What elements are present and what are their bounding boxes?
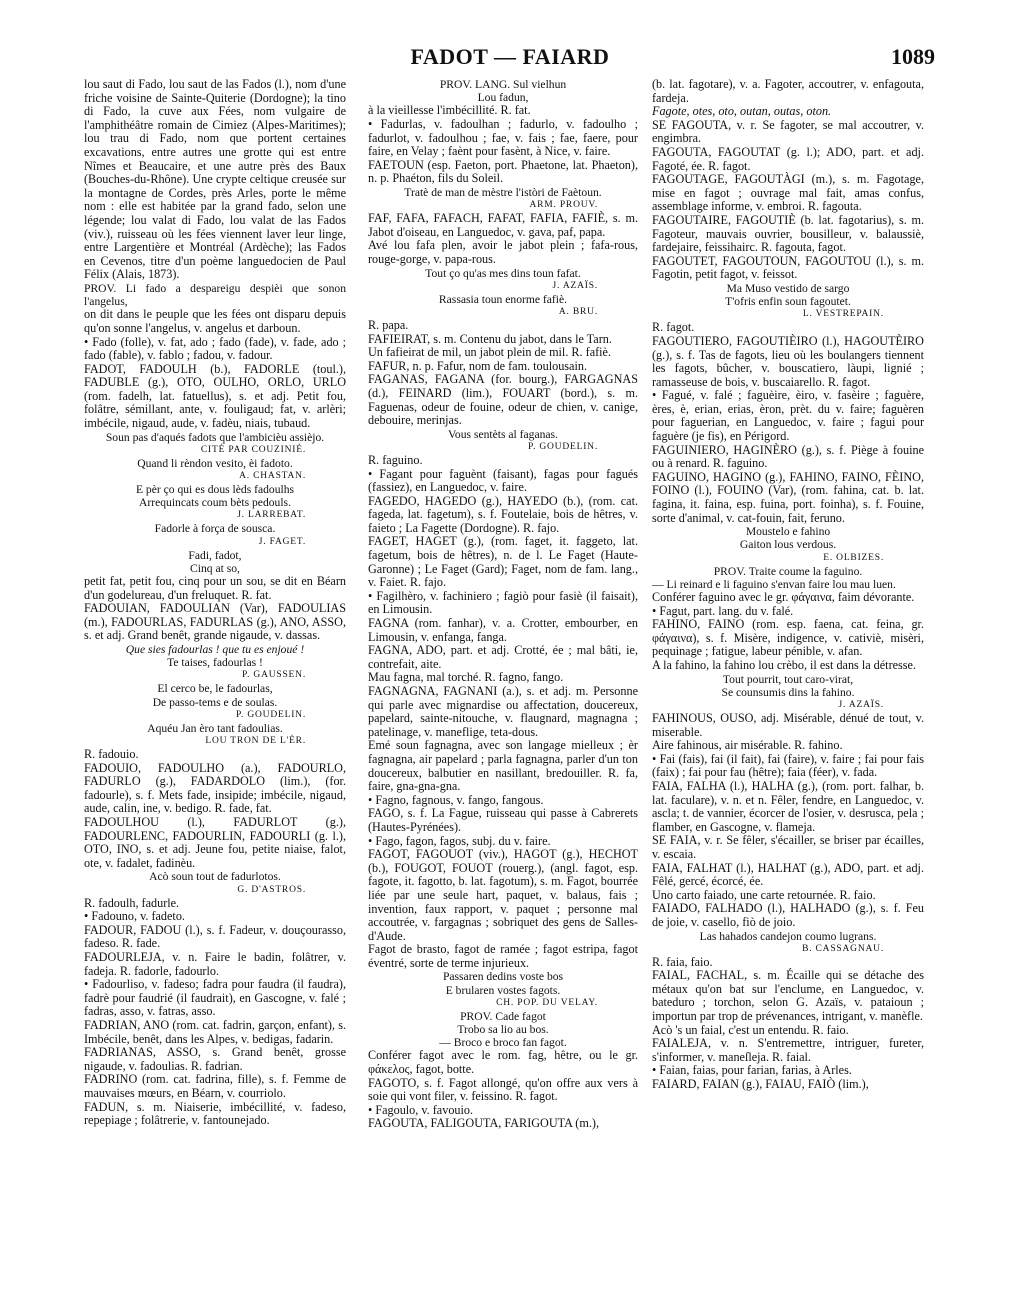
dictionary-entry: FAGOUTAGE, FAGOUTÀGI (m.), s. m. Fagotage, mise en fagot ; ouvrage mal fait, amas confus, assemblage informe, v. embroi. R. fagouta. [652,172,924,214]
paragraph: Conférer fagot avec le rom. fag, hêtre, ou le gr. φάκελος, fagot, botte. [368,1048,638,1077]
quotation: Tratè de man de mèstre l'istòri de Faètoun. [404,185,602,199]
proverb: — Li reinard e li faguino s'envan faire lou mau luen. [652,577,896,591]
quotation: Soun pas d'aqués fadots que l'ambicièu assièjo. [105,430,325,444]
quotation: Las hahados candejon coumo lugrans. [699,929,877,943]
paragraph: R. fadouio. [84,747,139,762]
quotation: Passaren dedins voste bos [442,970,564,984]
paragraph: Conférer faguino avec le gr. φάγαινα, faim dévorante. [652,590,915,605]
proverb: PROV. Cade fagot [460,1009,546,1023]
attribution: J. LARREBAT. [237,510,306,521]
column-middle [368,78,638,1131]
dictionary-entry: FAIA, FALHAT (l.), HALHAT (g.), ADO, part. et adj. Fêlé, gercé, écorcé, ée. [652,860,924,889]
quotation: Fadi, fadot, [188,548,242,562]
quotation: E pèr ço qui es dous lèds fadoulhs [135,483,295,497]
paragraph: Mau fagna, mal torché. R. fagno, fango. [368,670,564,685]
dictionary-entry: FADOT, FADOULH (b.), FADORLE (toul.), FADUBLE (g.), OTO, OULHO, ORLO, URLO (rom. fadelh, lat. fatuellus), s. et adj. Petit fou, folâtre, sémillant, ante, v. fouligaud; fat, v. arlèri; imbécile, nigaud, aude, v. fadèu, niais, tubaud. [84,361,346,431]
paragraph: • Fagut, part. lang. du v. falé. [652,603,794,618]
paragraph: petit fat, petit fou, cinq pour un sou, se dit en Béarn d'un godelureau, d'un freluquet. R. fat. [84,574,346,602]
paragraph: • Fagant pour faguènt (faisant), fagas pour fagués (fassiez), en Languedoc, v. faire. [368,466,638,495]
paragraph: R. faguino. [368,452,423,467]
paragraph: • Fagilhèro, v. fachiniero ; fagiò pour fasiè (il faisait), en Limousin. [368,588,638,617]
attribution: P. GOUDELIN. [527,441,598,452]
paragraph: (b. lat. fagotare), v. a. Fagoter, accoutrer, v. enfagouta, fardeja. [652,77,924,105]
dictionary-entry: FAFUR, n. p. Fafur, nom de fam. toulousain. [368,358,587,373]
proverb: PROV. Traite coume la faguino. [713,564,863,578]
dictionary-entry: FAIA, FALHA (l.), HALHA (g.), (rom. port. falhar, b. lat. faculare), v. n. et n. Fêler, fendre, en Languedoc, v. ascla; t. de vannier, écorcer de l'osier, v. desrusca, pela ; flamber, en Gascogne, v. flameja. [652,778,924,834]
attribution: ARM. PROUV. [529,200,598,211]
paragraph: • Fadurlas, v. fadoulhan ; fadurlo, v. fadoulho ; fadurlot, v. fadoulhou ; fae, v. fais ; fae, faere, pour faire, en Velay ; faènt pour fasènt, à Nice, v. faire. [368,117,638,159]
paragraph: R. fagot. [652,320,695,335]
quotation: Rassasia toun enorme fafiè. [438,292,568,306]
paragraph: A la fahino, la fahino lou crèbo, il est dans la détresse. [652,658,916,672]
attribution: CH. POP. DU VELAY. [496,997,598,1008]
paragraph: R. faia, faio. [652,954,713,969]
quotation: Se counsumis dins la fahino. [721,685,855,699]
dictionary-entry: FADRINO (rom. cat. fadrina, fille), s. f. Femme de mauvaises mœurs, en Béarn, v. courriolo. [84,1072,346,1100]
dictionary-entry: FADOURLEJA, v. n. Faire le badin, folâtrer, v. fadeja. R. fadorle, fadourlo. [84,949,346,978]
proverb: PROV. Li fado a despareigu despièi que sonon l'angelus, [84,281,346,309]
column-left [84,78,346,1128]
dictionary-entry: SE FAGOUTA, v. r. Se fagoter, se mal accoutrer, v. engimbra. [652,117,924,146]
dictionary-entry: FAHINO, FAINO (rom. esp. faena, cat. feina, gr. φάγαινα), s. f. Misère, indigence, v. cativiè, misèri, pequinage ; fatigue, labeur pénible, v. afan. [652,617,924,659]
paragraph: Fagot de brasto, fagot de ramée ; fagot estripa, fagot éventré, sorte de terme injurieux. [368,942,638,970]
dictionary-entry: FADOUR, FADOU (l.), s. f. Fadeur, v. douçourasso, fadeso. R. fade. [84,922,346,951]
quotation: Tout ço qu'as mes dins toun fafat. [425,266,581,280]
dictionary-entry: FADUN, s. m. Niaiserie, imbécillité, v. fadeso, repepiage ; folâtrerie, v. fantounejado. [84,1099,346,1128]
dictionary-entry: FAGO, s. f. La Fague, ruisseau qui passe à Cabrerets (Hautes-Pyrénées). [368,806,638,834]
attribution: L. VESTREPAIN. [802,309,884,320]
attribution: LOU TRON DE L'ÈR. [205,736,306,747]
column-right [652,78,924,1092]
quotation: Aquéu Jan èro tant fadoulias. [147,721,283,735]
paragraph: • Fadourliso, v. fadeso; fadra pour faudra (il faudra), fadrè pour faudrié (il faudrait), en Gascogne, v. falé ; fadras, asso, v. fatras, asso. [84,977,346,1019]
paragraph: lou saut di Fado, lou saut de las Fados (l.), nom d'une friche voisine de Sainte-Quiterie (Dordogne); la tino di Fado, la cuve aux Fées, nom vulgaire de l'amphithéâtre romain de Cimiez (Alpes-Maritimes); lou trau di Fado, nom que portent certaines excavations, entre autres une grotte qui est entre Nîmes et Beaucaire, et une autre près des Baux (Bouches-du-Rhône). Une crypte celtique creusée sur la montagne de Cordes, près Arles, porte le même nom : elle est habitée par la grand fado, selon une légende; lou valat di Fado, lou valat de las Fados (viv.), ruisseau où les fées viennent laver leur linge, entre Largentière et Montréal (Ardèche); las Fados en Cevenos, titre d'un poème languedocien de Paul Félix (Alais, 1873). [84,77,346,282]
proverb: Trobo sa lio au bos. [457,1023,549,1037]
quotation: Moustelo e fahino [745,525,831,539]
quotation: Quand li rèndon vesito, èi fadoto. [137,456,293,470]
proverb: PROV. LANG. Sul vielhun [439,78,567,91]
quotation: Te taises, fadourlas ! [167,656,263,670]
quotation: Ma Muso vestido de sargo [726,281,850,295]
dictionary-entry: FAETOUN (esp. Faeton, port. Phaetone, lat. Phaeton), n. p. Phaéton, fils du Soleil. [368,157,638,186]
paragraph: • Fadouno, v. fadeto. [84,909,185,924]
attribution: CITÉ PAR COUZINIÉ. [200,444,306,455]
dictionary-entry: FAGOT, FAGOUOT (viv.), HAGOT (g.), HECHOT (b.), FOUGOT, FOUOT (rouerg.), (angl. fagot, esp. fagote, it. fagotto, b. lat. fagotum), s. m. Fagot, bourrée liée par une seule hart, paquet, v. balaus, fais ; invention, faux rapport, v. paquet ; personne mal accoutrée, v. fargagnas ; sobriquet des gens de Salles-d'Aude. [368,847,638,943]
dictionary-entry: FAGEDO, HAGEDO (g.), HAYEDO (b.), (rom. cat. fageda, lat. fagetum), s. f. Foutelaie, bois de hêtres, v. faieto ; La Fagette (Dordogne). R. fajo. [368,493,638,535]
paragraph: • Fago, fagon, fagos, subj. du v. faire. [368,833,551,848]
quotation: Vous sentèts al faganas. [448,427,558,441]
dictionary-entry: FAHINOUS, OUSO, adj. Misérable, dénué de tout, v. miserable. [652,711,924,739]
dictionary-entry: FAGNA (rom. fanhar), v. a. Crotter, embourber, en Limousin, v. enfanga, fanga. [368,616,638,644]
dictionary-entry: FADRIANAS, ASSO, s. Grand benêt, grosse nigaude, v. fadoulias. R. fadrian. [84,1045,346,1073]
dictionary-entry: SE FAIA, v. r. Se fêler, s'écailler, se briser par écailles, v. escaia. [652,833,924,861]
dictionary-entry: FAGNA, ADO, part. et adj. Crotté, ée ; mal bâti, ie, contrefait, aite. [368,643,638,671]
dictionary-entry: FAGOUTA, FALIGOUTA, FARIGOUTA (m.), [368,1116,599,1131]
attribution: A. BRU. [558,306,598,317]
dictionary-entry: FAGOUTA, FAGOUTAT (g. l.); ADO, part. et adj. Fagoté, ée. R. fagot. [652,144,924,173]
paragraph: Avé lou fafa plen, avoir le jabot plein ; fafa-rous, rouge-gorge, v. papa-rous. [368,238,638,266]
paragraph: • Fai (fais), fai (il fait), fai (faire), v. faire ; fai pour fais (faix) ; fai pour fau (hêtre); faia (féer), v. fada. [652,751,924,780]
attribution: P. GOUDELIN. [235,709,306,720]
quotation: Fadorle à força de sousca. [154,522,276,536]
paragraph: Emé soun fagnagna, avec son langage mielleux ; èr fagnagna, air papelard ; parla fagnagna, parler d'un ton doucereux, balbutier en nasillant, bredouiller. R. fa, faire, gna-gna-gna. [368,738,638,794]
proverb: Lou fadun, [477,91,529,105]
dictionary-entry: FADOUIO, FADOULHO (a.), FADOURLO, FADURLO (g.), FADARDOLO (lim.), (for. fadourle), s. f. Mets fade, insipide; imbécile, nigaud, aude, calin, ine, v. bedigo. R. fade, fat. [84,760,346,816]
dictionary-entry: FADRIAN, ANO (rom. cat. fadrin, garçon, enfant), s. Imbécile, benêt, dans les Alpes, v. bedigas, fadarin. [84,1017,346,1046]
quotation: E brularen vostes fagots. [445,983,561,997]
dictionary-entry: FAIADO, FALHADO (l.), HALHADO (g.), s. f. Feu de joie, v. casello, fiò de joio. [652,901,924,929]
attribution: J. AZAÏS. [838,700,884,710]
quotation: De passo-tems e de soulas. [152,695,278,709]
paragraph: • Fagno, fagnous, v. fango, fangous. [368,792,544,807]
running-title: FADOT — FAIARD [410,44,610,69]
paragraph: on dit dans le peuple que les fées ont disparu depuis qu'on sonne l'angelus, v. angelus et darboun. [84,307,346,335]
paragraph: • Faian, faias, pour farian, farias, à Arles. [652,1063,852,1078]
dictionary-entry: FAGUINIERO, HAGINÈRO (g.), s. f. Piège à fouine ou à renard. R. faguino. [652,442,924,471]
dictionary-entry: FAFIEIRAT, s. m. Contenu du jabot, dans le Tarn. [368,331,612,346]
proverb: — Broco e broco fan fagot. [439,1036,567,1050]
paragraph: à la vieillesse l'imbécillité. R. fat. [368,103,531,118]
paragraph: • Fagoulo, v. favouio. [368,1102,474,1117]
paragraph: Un fafieirat de mil, un jabot plein de mil. R. fafiè. [368,345,612,360]
dictionary-entry: FAGNAGNA, FAGNANI (a.), s. et adj. m. Personne qui parle avec mignardise ou affectation, doucereux, papelard, sainte-nitouche, v. flaugnard, magnagna ; patelinage, v. maneflige, teta-dous. [368,684,638,739]
dictionary-entry: FAGOUTIERO, FAGOUTIÈIRO (l.), HAGOUTÈIRO (g.), s. f. Tas de fagots, lieu où les boulangers tiennent les fagots, bûcher, v. bouscatiero, làupi, lignié ; ramasseuse de bois, v. buscaiarello. R. fagot. [652,333,924,389]
attribution: G. D'ASTROS. [237,884,306,895]
attribution: J. AZAÏS. [552,280,598,291]
attribution: P. GAUSSEN. [242,670,306,681]
page-header [85,44,935,70]
dictionary-entry: FADOULHOU (l.), FADURLOT (g.), FADOURLENC, FADOURLIN, FADOURLI (g. l.), OTO, INO, s. et adj. Jeune fou, petite niaise, falot, ote, v. fadalet, fadinèu. [84,815,346,870]
attribution: B. CASSAGNAU. [802,943,884,954]
dictionary-entry: FAGANAS, FAGANA (for. bourg.), FARGAGNAS (d.), FEINARD (lim.), FOUART (bord.), s. m. Faguenas, odeur de fouine, odeur de chien, v. canige, debouire, merinjas. [368,372,638,428]
paragraph: R. papa. [368,317,409,332]
dictionary-entry: FADOUIAN, FADOULIAN (Var), FADOULIAS (m.), FADOURLAS, FADURLAS (g.), ANO, ASSO, s. et adj. Grand benêt, grande nigaude, v. dassas. [84,601,346,643]
dictionary-entry: FAIALEJA, v. n. S'entremettre, intriguer, fureter, s'informer, v. maneſleja. R. faial. [652,1036,924,1064]
quotation: T'ofris enfin soun fagoutet. [725,295,851,309]
dictionary-entry: FAGOTO, s. f. Fagot allongé, qu'on offre aux vers à soie qui vont filer, v. feissino. R. fagot. [368,1075,638,1104]
dictionary-entry: FAF, FAFA, FAFACH, FAFAT, FAFIA, FAFIÈ, s. m. Jabot d'oiseau, en Languedoc, v. gava, paf, papa. [368,211,638,239]
paragraph: R. fadoulh, fadurle. [84,895,180,910]
quotation: Cinq at so, [190,561,240,575]
dictionary-entry: FAGOUTAIRE, FAGOUTIÈ (b. lat. fagotarius), s. m. Fagoteur, mauvais ouvrier, bousilleur, v. balaussiè, fardejaire, feissihairc. R. fagouta, fagot. [652,212,924,255]
paragraph: Acò 's un faial, c'est un entendu. R. faio. [652,1022,849,1037]
dictionary-entry: FAIARD, FAIAN (g.), FAIAU, FAIÒ (lim.), [652,1077,869,1092]
attribution: J. FAGET. [258,536,306,547]
dictionary-entry: FAGOUTET, FAGOUTOUN, FAGOUTOU (l.), s. m. Fagotin, petit fagot, v. feissot. [652,253,924,282]
paragraph: Aire fahinous, air misérable. R. fahino. [652,738,843,753]
paragraph: • Fagué, v. falé ; faguèire, èiro, v. fasèire ; faguère, ères, è, erian, erias, èron, prèt. du v. faire; faguèren pour faguerian, en Languedoc, v. faire ; fagui pour faguère (je fis), en Périgord. [652,388,924,444]
quotation: Gaiton lous verdous. [739,538,837,552]
attribution: A. CHASTAN. [239,471,306,482]
quotation: Tout pourrit, tout caro-virat, [722,672,854,686]
page-number: 1089 [891,44,935,69]
paragraph: • Fado (folle), v. fat, ado ; fado (fade), v. fade, ado ; fado (fable), v. fablo ; fadou, v. fadour. [84,334,346,363]
paragraph: Fagote, otes, oto, outan, outas, oton. [652,104,832,119]
example: Que sies fadourlas ! que tu es enjoué ! [125,643,305,657]
paragraph: Uno carto faiado, une carte retournée. R. faio. [652,887,876,902]
quotation: El cerco be, le fadourlas, [157,682,273,696]
quotation: Arrequincats coum bèts pedouls. [139,496,291,510]
dictionary-entry: FAGET, HAGET (g.), (rom. faget, it. faggeto, lat. fagetum, bois de hêtres), n. de l. Le Faget (Haute-Garonne) ; Le Faget (Gard); Faget, nom de fam. lang., v. Faiet. R. fajo. [368,534,638,590]
quotation: Acò soun tout de fadurlotos. [149,870,281,884]
dictionary-entry: FAIAL, FACHAL, s. m. Écaille qui se détache des métaux qu'on bat sur l'enclume, en Languedoc, v. batedurо ; torchon, selon G. Azaïs, v. pataioun ; importun par trop de prévenances, intrigant, v. manèfle. [652,968,924,1024]
attribution: E. OLBIZES. [823,552,884,563]
dictionary-entry: FAGUINO, HAGINO (g.), FAHINO, FAINO, FÈINO, FOINO (l.), FOUINO (Var), (rom. fahina, cat. b. lat. fagina, it. faina, esp. fuina, port. foinha), s. f. Fouine, sorte d'animal, v. cat-fouin, fait, feruno. [652,469,924,525]
